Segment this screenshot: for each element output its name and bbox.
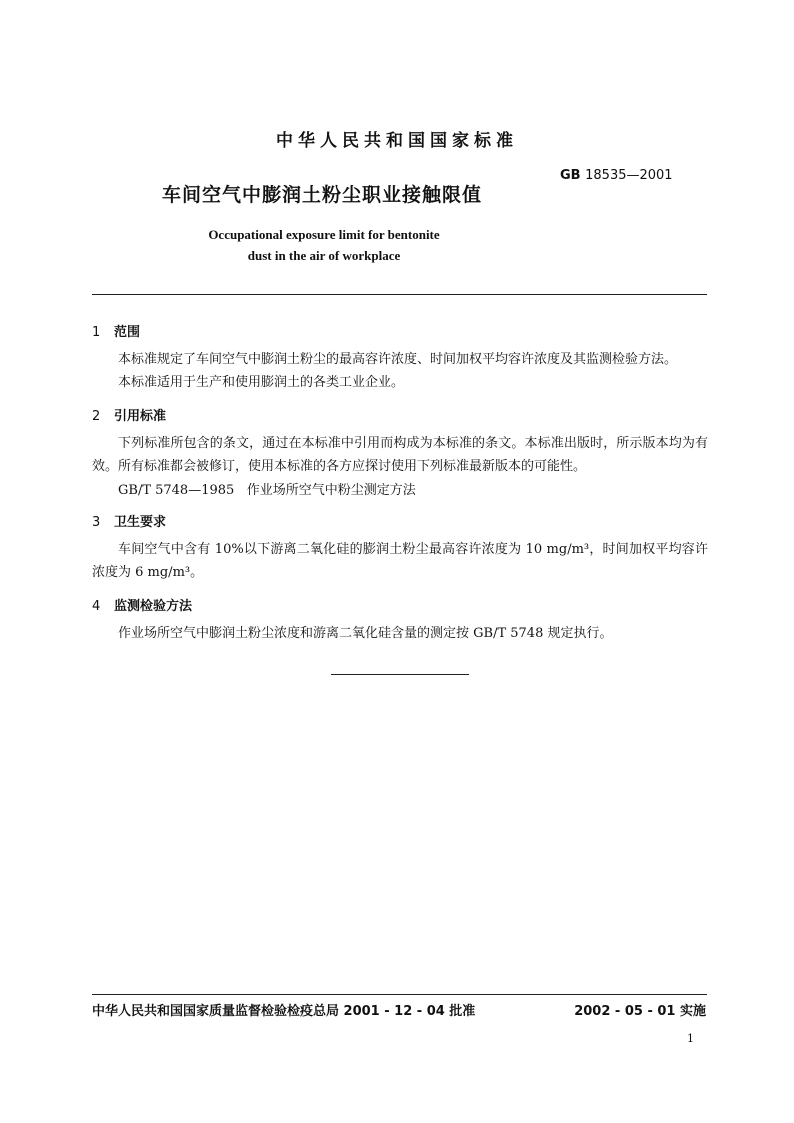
section-1-paragraph-1: 本标准规定了车间空气中膨润土粉尘的最高容许浓度、时间加权平均容许浓度及其监测检验方法。 — [118, 352, 678, 367]
section-number: 2 — [92, 409, 101, 424]
org-title: 中华人民共和国国家标准 — [276, 131, 518, 151]
reference-standard — [118, 479, 416, 498]
section-1-heading — [92, 321, 140, 340]
section-3-heading — [92, 511, 166, 530]
section-number: 1 — [92, 325, 101, 340]
section-2-paragraph-1: 下列标准所包含的条文，通过在本标准中引用而构成为本标准的条文。本标准出版时，所示版本均为有效。所有标准都会被修订，使用本标准的各方应探讨使用下列标准最新版本的可能性。 — [92, 436, 708, 474]
section-title: 引用标准 — [114, 409, 167, 424]
footer-divider — [92, 994, 707, 995]
section-1-paragraph-2: 本标准适用于生产和使用膨润土的各类工业企业。 — [118, 375, 405, 390]
header-divider — [92, 294, 707, 295]
reference-title: 作业场所空气中粉尘测定方法 — [246, 483, 416, 498]
reference-code: GB/T 5748—1985 — [118, 483, 235, 498]
section-2-heading — [92, 405, 166, 424]
title-en-line-1: Occupational exposure limit for bentonite — [208, 227, 440, 242]
section-number: 4 — [92, 599, 101, 614]
implementation-date: 2002 - 05 - 01 实施 — [574, 1004, 706, 1019]
approval-info: 中华人民共和国国家质量监督检验检疫总局 2001 - 12 - 04 批准 — [92, 1004, 476, 1019]
end-of-text-rule — [331, 674, 469, 675]
standard-number — [560, 168, 673, 183]
document-title-zh: 车间空气中膨润土粉尘职业接触限值 — [162, 184, 483, 206]
document-title-en — [0, 224, 648, 266]
section-3-paragraph-1: 车间空气中含有 10%以下游离二氧化硅的膨润土粉尘最高容许浓度为 10 mg/m³，时间加权平均容许浓度为 6 mg/m³。 — [92, 542, 708, 580]
section-4-paragraph-1: 作业场所空气中膨润土粉尘浓度和游离二氧化硅含量的测定按 GB/T 5748 规定执行。 — [118, 626, 613, 641]
section-title: 范围 — [114, 325, 141, 340]
title-en-line-2: dust in the air of workplace — [247, 248, 401, 263]
section-title: 卫生要求 — [114, 515, 167, 530]
page-number: 1 — [687, 1032, 694, 1045]
standard-code: 18535—2001 — [585, 168, 673, 183]
standard-prefix: GB — [560, 168, 581, 183]
section-number: 3 — [92, 515, 101, 530]
section-title: 监测检验方法 — [114, 599, 193, 614]
section-4-heading — [92, 595, 192, 614]
